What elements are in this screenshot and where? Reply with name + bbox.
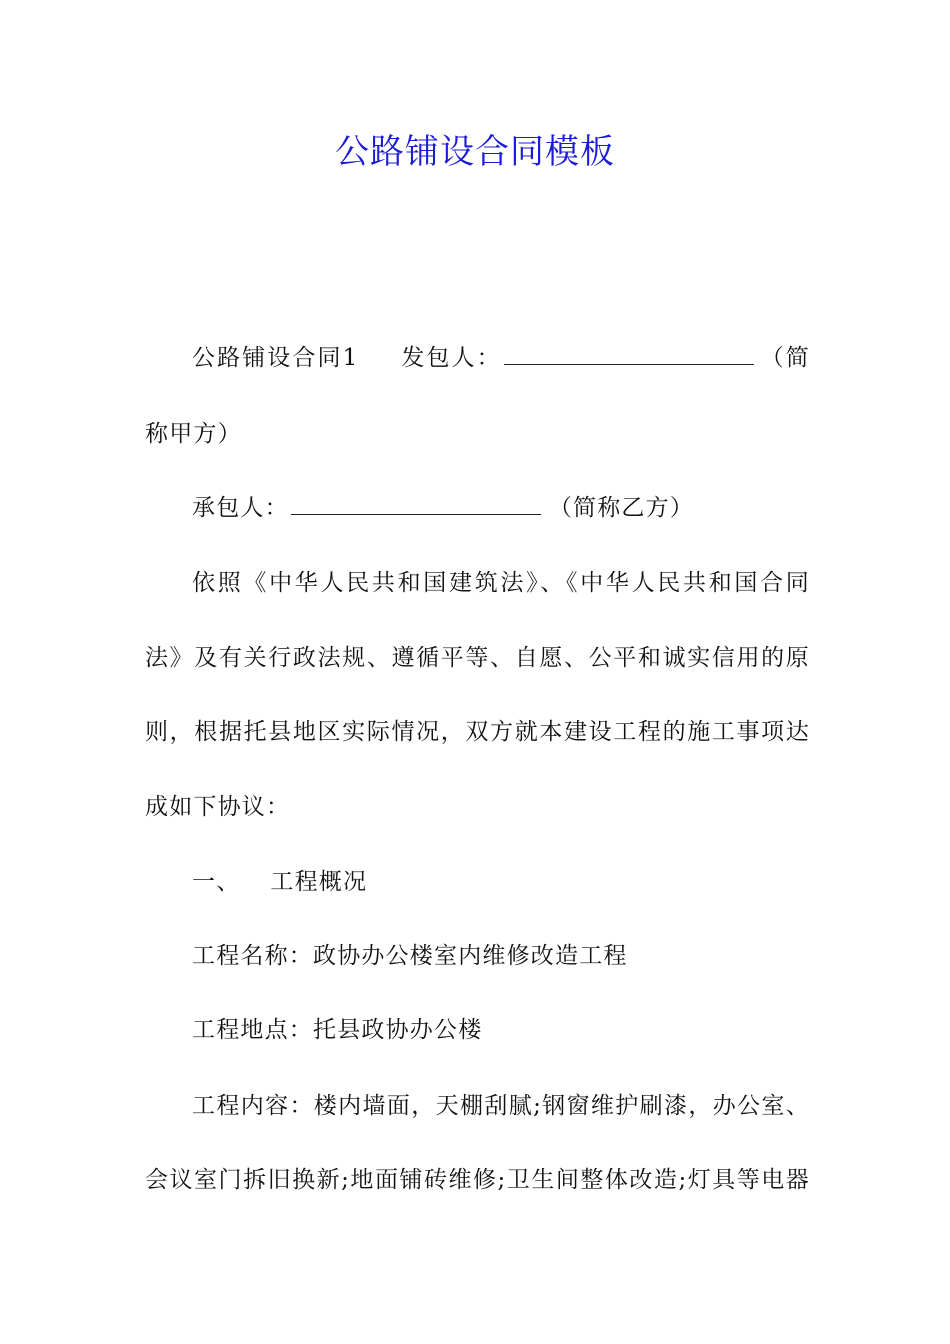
employer-label: 发包人： bbox=[400, 345, 502, 371]
employer-blank bbox=[504, 340, 754, 365]
project-content-line: 工程内容：楼内墙面，天棚刮腻;钢窗维护刷漆，办公室、 bbox=[192, 1093, 810, 1119]
contractor-line bbox=[145, 490, 810, 526]
section-title: 工程概况 bbox=[270, 869, 368, 895]
project-name: 工程名称：政协办公楼室内维修改造工程 bbox=[192, 943, 628, 969]
preamble-line: 成如下协议： bbox=[145, 794, 291, 820]
preamble-line: 依照《中华人民共和国建筑法》、《中华人民共和国合同 bbox=[192, 570, 810, 596]
project-content-line: 会议室门拆旧换新;地面铺砖维修;卫生间整体改造;灯具等电器 bbox=[145, 1167, 810, 1193]
parties-employer-line bbox=[145, 340, 810, 376]
section-number: 一、 bbox=[192, 869, 241, 895]
contractor-suffix: （简称乙方） bbox=[548, 495, 695, 521]
document-title: 公路铺设合同模板 bbox=[335, 132, 615, 172]
contractor-label: 承包人： bbox=[192, 495, 289, 521]
employer-suffix-1: （简 bbox=[759, 345, 810, 371]
contract-label: 公路铺设合同1 bbox=[192, 345, 359, 371]
employer-suffix-2: 称甲方） bbox=[145, 421, 242, 447]
preamble-line: 则，根据托县地区实际情况，双方就本建设工程的施工事项达 bbox=[145, 719, 810, 745]
preamble-line: 法》及有关行政法规、遵循平等、自愿、公平和诚实信用的原 bbox=[145, 645, 810, 671]
project-location: 工程地点：托县政协办公楼 bbox=[192, 1017, 483, 1043]
contractor-blank bbox=[291, 490, 541, 515]
section-heading bbox=[145, 864, 810, 900]
employer-suffix-line bbox=[145, 416, 810, 452]
